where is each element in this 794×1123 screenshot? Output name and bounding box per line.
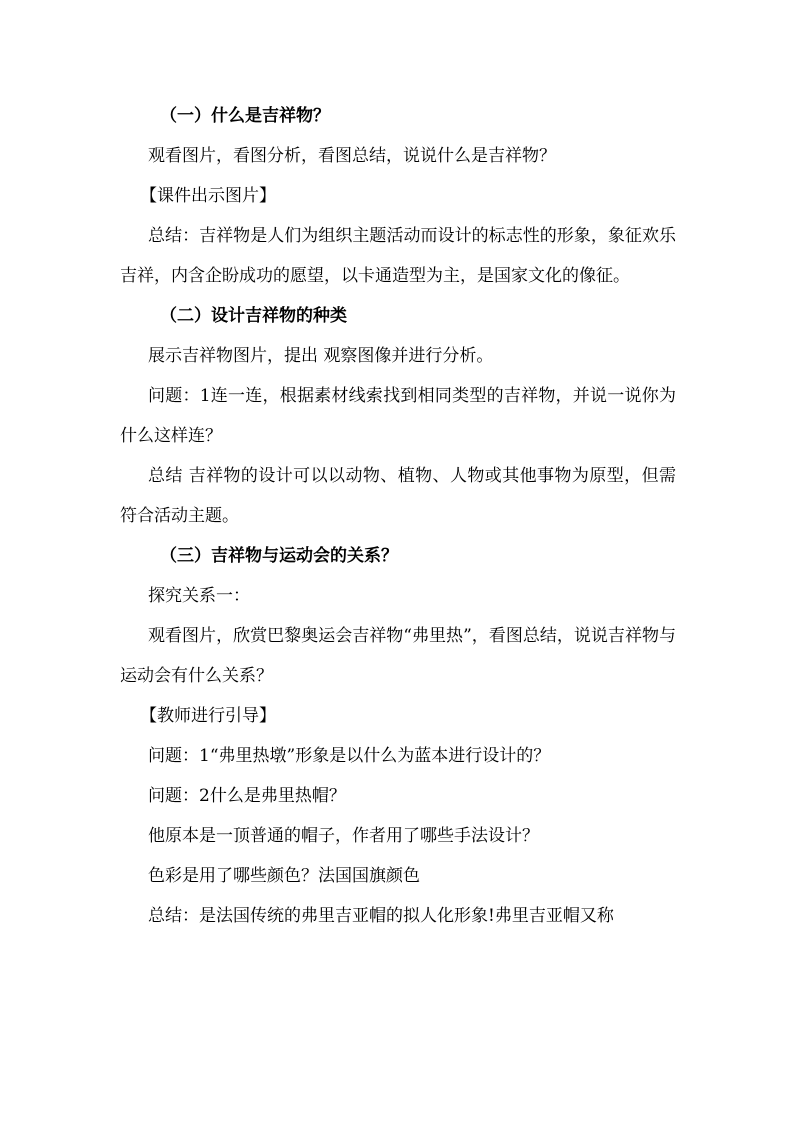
paragraph: 展示吉祥物图片，提出 观察图像并进行分析。 <box>148 346 494 366</box>
section-heading-1: （一）什么是吉祥物？ <box>160 106 330 126</box>
paragraph: 观看图片，欣赏巴黎奥运会吉祥物“弗里热”，看图总结，说说吉祥物与运动会有什么关系？ <box>120 626 676 686</box>
paragraph: 他原本是一顶普通的帽子，作者用了哪些手法设计？ <box>148 826 539 846</box>
summary-paragraph: 总结：吉祥物是人们为组织主题活动而设计的标志性的形象，象征欢乐吉祥，内含企盼成功的愿望，以卡通造型为主，是国家文化的像征。 <box>120 226 676 286</box>
section-heading-3: （三）吉祥物与运动会的关系？ <box>160 546 398 566</box>
section-heading-2: （二）设计吉祥物的种类 <box>160 306 347 326</box>
note-paragraph: 【课件出示图片】 <box>140 186 276 206</box>
question-paragraph: 问题：2什么是弗里热帽？ <box>148 786 346 806</box>
question-paragraph: 问题：1“弗里热墩”形象是以什么为蓝本进行设计的？ <box>148 746 551 766</box>
note-paragraph: 【教师进行引导】 <box>140 706 276 726</box>
paragraph: 色彩是用了哪些颜色？法国国旗颜色 <box>148 866 420 886</box>
document-body <box>120 96 676 936</box>
paragraph: 探究关系一： <box>148 586 250 606</box>
summary-paragraph: 总结 吉祥物的设计可以以动物、植物、人物或其他事物为原型，但需符合活动主题。 <box>120 466 676 526</box>
question-paragraph: 问题：1连一连，根据素材线索找到相同类型的吉祥物，并说一说你为什么这样连？ <box>120 386 676 446</box>
summary-paragraph: 总结：是法国传统的弗里吉亚帽的拟人化形象!弗里吉亚帽又称 <box>148 906 614 926</box>
paragraph: 观看图片，看图分析，看图总结，说说什么是吉祥物？ <box>148 146 556 166</box>
